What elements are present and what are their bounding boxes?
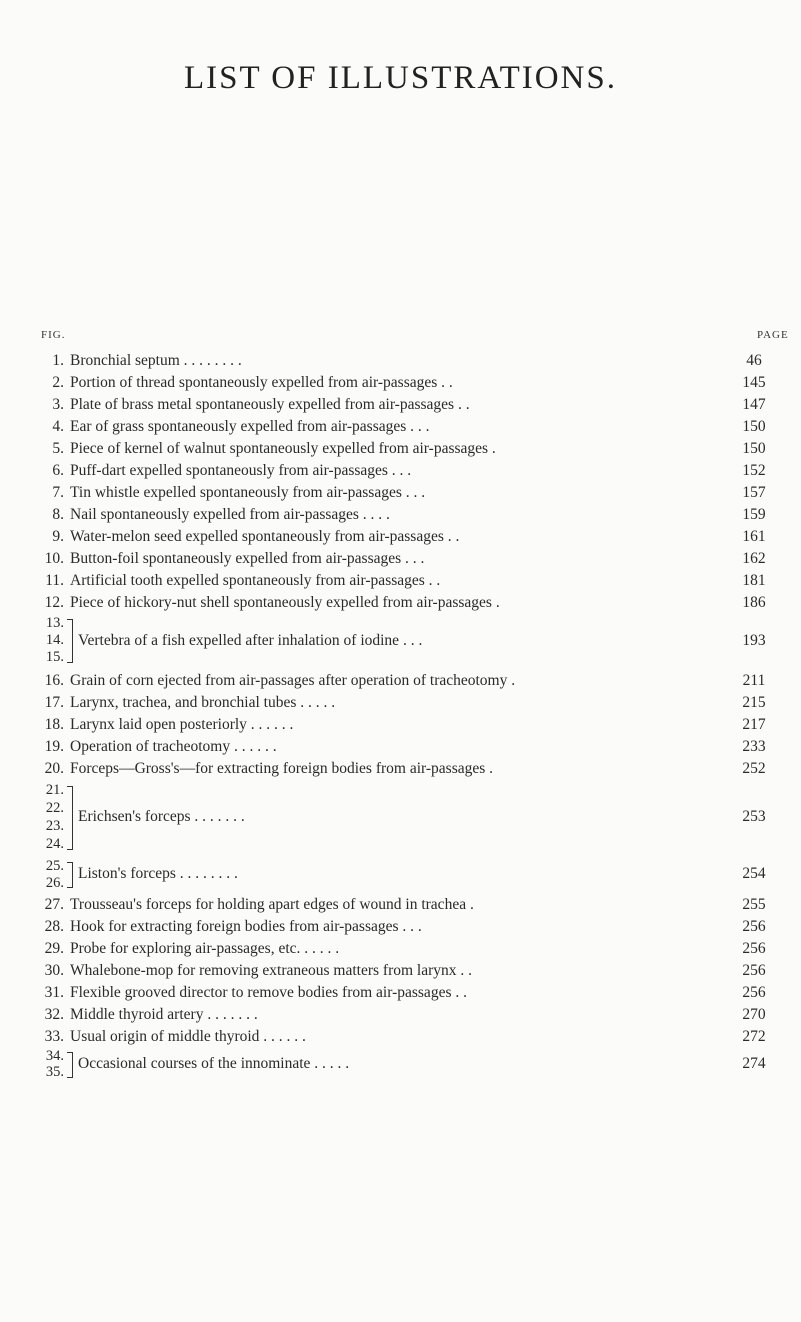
- fig-number: 27.: [44, 896, 64, 913]
- fig-description: Ear of grass spontaneously expelled from air-passages . . .: [70, 418, 430, 435]
- page-number: 255: [742, 896, 766, 913]
- fig-description: Bronchial septum . . . . . . . .: [70, 352, 242, 369]
- fig-description: Liston's forceps . . . . . . . .: [78, 865, 238, 882]
- page-number: 274: [742, 1055, 766, 1072]
- fig-number: 9.: [52, 528, 64, 545]
- list-item: [0, 372, 801, 394]
- fig-description: Portion of thread spontaneously expelled from air-passages . .: [70, 374, 453, 391]
- list-item: [0, 1004, 801, 1026]
- list-item: [0, 482, 801, 504]
- fig-number: 13.: [45, 615, 64, 631]
- page-number: 211: [742, 672, 766, 689]
- fig-description: Larynx laid open posteriorly . . . . . .: [70, 716, 294, 733]
- fig-description: Trousseau's forceps for holding apart edges of wound in trachea .: [70, 896, 474, 913]
- fig-number: 1.: [52, 352, 64, 369]
- fig-number: 16.: [44, 672, 64, 689]
- page-number: 181: [742, 572, 766, 589]
- fig-description: Vertebra of a fish expelled after inhalation of iodine . . .: [78, 632, 423, 649]
- list-item: [0, 692, 801, 714]
- fig-number: 6.: [52, 462, 64, 479]
- fig-number: 29.: [44, 940, 64, 957]
- list-item: [0, 526, 801, 548]
- fig-column-header: FIG.: [41, 329, 66, 341]
- list-item: [0, 1026, 801, 1048]
- list-item: [0, 982, 801, 1004]
- fig-number: 35.: [45, 1064, 64, 1080]
- fig-description: Piece of hickory-nut shell spontaneously expelled from air-passages .: [70, 594, 500, 611]
- list-item: [0, 960, 801, 982]
- list-item: [0, 670, 801, 692]
- fig-number: 30.: [44, 962, 64, 979]
- fig-number: 5.: [52, 440, 64, 457]
- fig-description: Artificial tooth expelled spontaneously from air-passages . .: [70, 572, 441, 589]
- page-number: 157: [742, 484, 766, 501]
- fig-number: 31.: [44, 984, 64, 1001]
- list-item: [0, 916, 801, 938]
- page-number: 256: [742, 962, 766, 979]
- page-number: 217: [742, 716, 766, 733]
- list-item: [0, 894, 801, 916]
- fig-number: 15.: [45, 649, 64, 665]
- fig-description: Probe for exploring air-passages, etc. . . . . .: [70, 940, 340, 957]
- fig-number: 33.: [44, 1028, 64, 1045]
- group-brace: [67, 786, 73, 850]
- page-number: 233: [742, 738, 766, 755]
- fig-number: 28.: [44, 918, 64, 935]
- list-item: [0, 736, 801, 758]
- fig-description: Button-foil spontaneously expelled from air-passages . . .: [70, 550, 425, 567]
- page-number: 46: [746, 352, 762, 369]
- list-item: [0, 394, 801, 416]
- fig-description: Puff-dart expelled spontaneously from air-passages . . .: [70, 462, 412, 479]
- fig-description: Whalebone-mop for removing extraneous matters from larynx . .: [70, 962, 473, 979]
- fig-number: 2.: [52, 374, 64, 391]
- page-number: 147: [742, 396, 766, 413]
- group-brace: [67, 619, 73, 663]
- list-item: [0, 438, 801, 460]
- fig-number: 18.: [44, 716, 64, 733]
- page-number: 186: [742, 594, 766, 611]
- page-number: 256: [742, 984, 766, 1001]
- fig-description: Larynx, trachea, and bronchial tubes . . . . .: [70, 694, 336, 711]
- list-item: [0, 504, 801, 526]
- fig-description: Forceps—Gross's—for extracting foreign bodies from air-passages .: [70, 760, 494, 777]
- fig-number: 22.: [45, 800, 64, 816]
- page-number: 161: [742, 528, 766, 545]
- list-item: [0, 548, 801, 570]
- group-brace: [67, 1052, 73, 1078]
- fig-number: 12.: [44, 594, 64, 611]
- fig-number: 7.: [52, 484, 64, 501]
- list-item: [0, 714, 801, 736]
- fig-number: 11.: [45, 572, 64, 589]
- fig-number: 17.: [44, 694, 64, 711]
- list-item: [0, 592, 801, 614]
- fig-number: 26.: [45, 875, 64, 891]
- fig-description: Tin whistle expelled spontaneously from air-passages . . .: [70, 484, 426, 501]
- list-item: [0, 758, 801, 780]
- fig-number: 20.: [44, 760, 64, 777]
- page-number: 252: [742, 760, 766, 777]
- page-number: 152: [742, 462, 766, 479]
- page-number: 162: [742, 550, 766, 567]
- page-column-header: PAGE: [757, 329, 789, 341]
- page-number: 270: [742, 1006, 766, 1023]
- fig-number: 4.: [52, 418, 64, 435]
- fig-description: Hook for extracting foreign bodies from air-passages . . .: [70, 918, 422, 935]
- list-item: [0, 938, 801, 960]
- fig-number: 21.: [45, 782, 64, 798]
- fig-description: Occasional courses of the innominate . . . . .: [78, 1055, 350, 1072]
- fig-description: Flexible grooved director to remove bodies from air-passages . .: [70, 984, 467, 1001]
- fig-number: 19.: [44, 738, 64, 755]
- fig-description: Operation of tracheotomy . . . . . .: [70, 738, 277, 755]
- page-number: 272: [742, 1028, 766, 1045]
- fig-description: Grain of corn ejected from air-passages after operation of tracheotomy .: [70, 672, 516, 689]
- fig-number: 14.: [45, 632, 64, 648]
- page-title: LIST OF ILLUSTRATIONS.: [184, 60, 617, 96]
- fig-description: Water-melon seed expelled spontaneously from air-passages . .: [70, 528, 460, 545]
- fig-description: Erichsen's forceps . . . . . . .: [78, 808, 245, 825]
- page-number: 145: [742, 374, 766, 391]
- list-item: [0, 460, 801, 482]
- page-number: 150: [742, 418, 766, 435]
- fig-number: 32.: [44, 1006, 64, 1023]
- list-item: [0, 350, 801, 372]
- fig-description: Plate of brass metal spontaneously expelled from air-passages . .: [70, 396, 470, 413]
- list-item: [0, 416, 801, 438]
- fig-number: 34.: [45, 1048, 64, 1064]
- page-number: 256: [742, 940, 766, 957]
- fig-number: 23.: [45, 818, 64, 834]
- fig-description: Nail spontaneously expelled from air-passages . . . .: [70, 506, 390, 523]
- fig-number: 10.: [44, 550, 64, 567]
- fig-number: 8.: [52, 506, 64, 523]
- group-brace: [67, 862, 73, 888]
- page-number: 215: [742, 694, 766, 711]
- fig-description: Usual origin of middle thyroid . . . . . .: [70, 1028, 306, 1045]
- page-number: 256: [742, 918, 766, 935]
- page-number: 253: [742, 808, 766, 825]
- page-number: 150: [742, 440, 766, 457]
- fig-number: 3.: [52, 396, 64, 413]
- list-item: [0, 570, 801, 592]
- fig-number: 25.: [45, 858, 64, 874]
- fig-description: Piece of kernel of walnut spontaneously expelled from air-passages .: [70, 440, 496, 457]
- page-number: 193: [742, 632, 766, 649]
- page-number: 254: [742, 865, 766, 882]
- fig-description: Middle thyroid artery . . . . . . .: [70, 1006, 258, 1023]
- fig-number: 24.: [45, 836, 64, 852]
- page-number: 159: [742, 506, 766, 523]
